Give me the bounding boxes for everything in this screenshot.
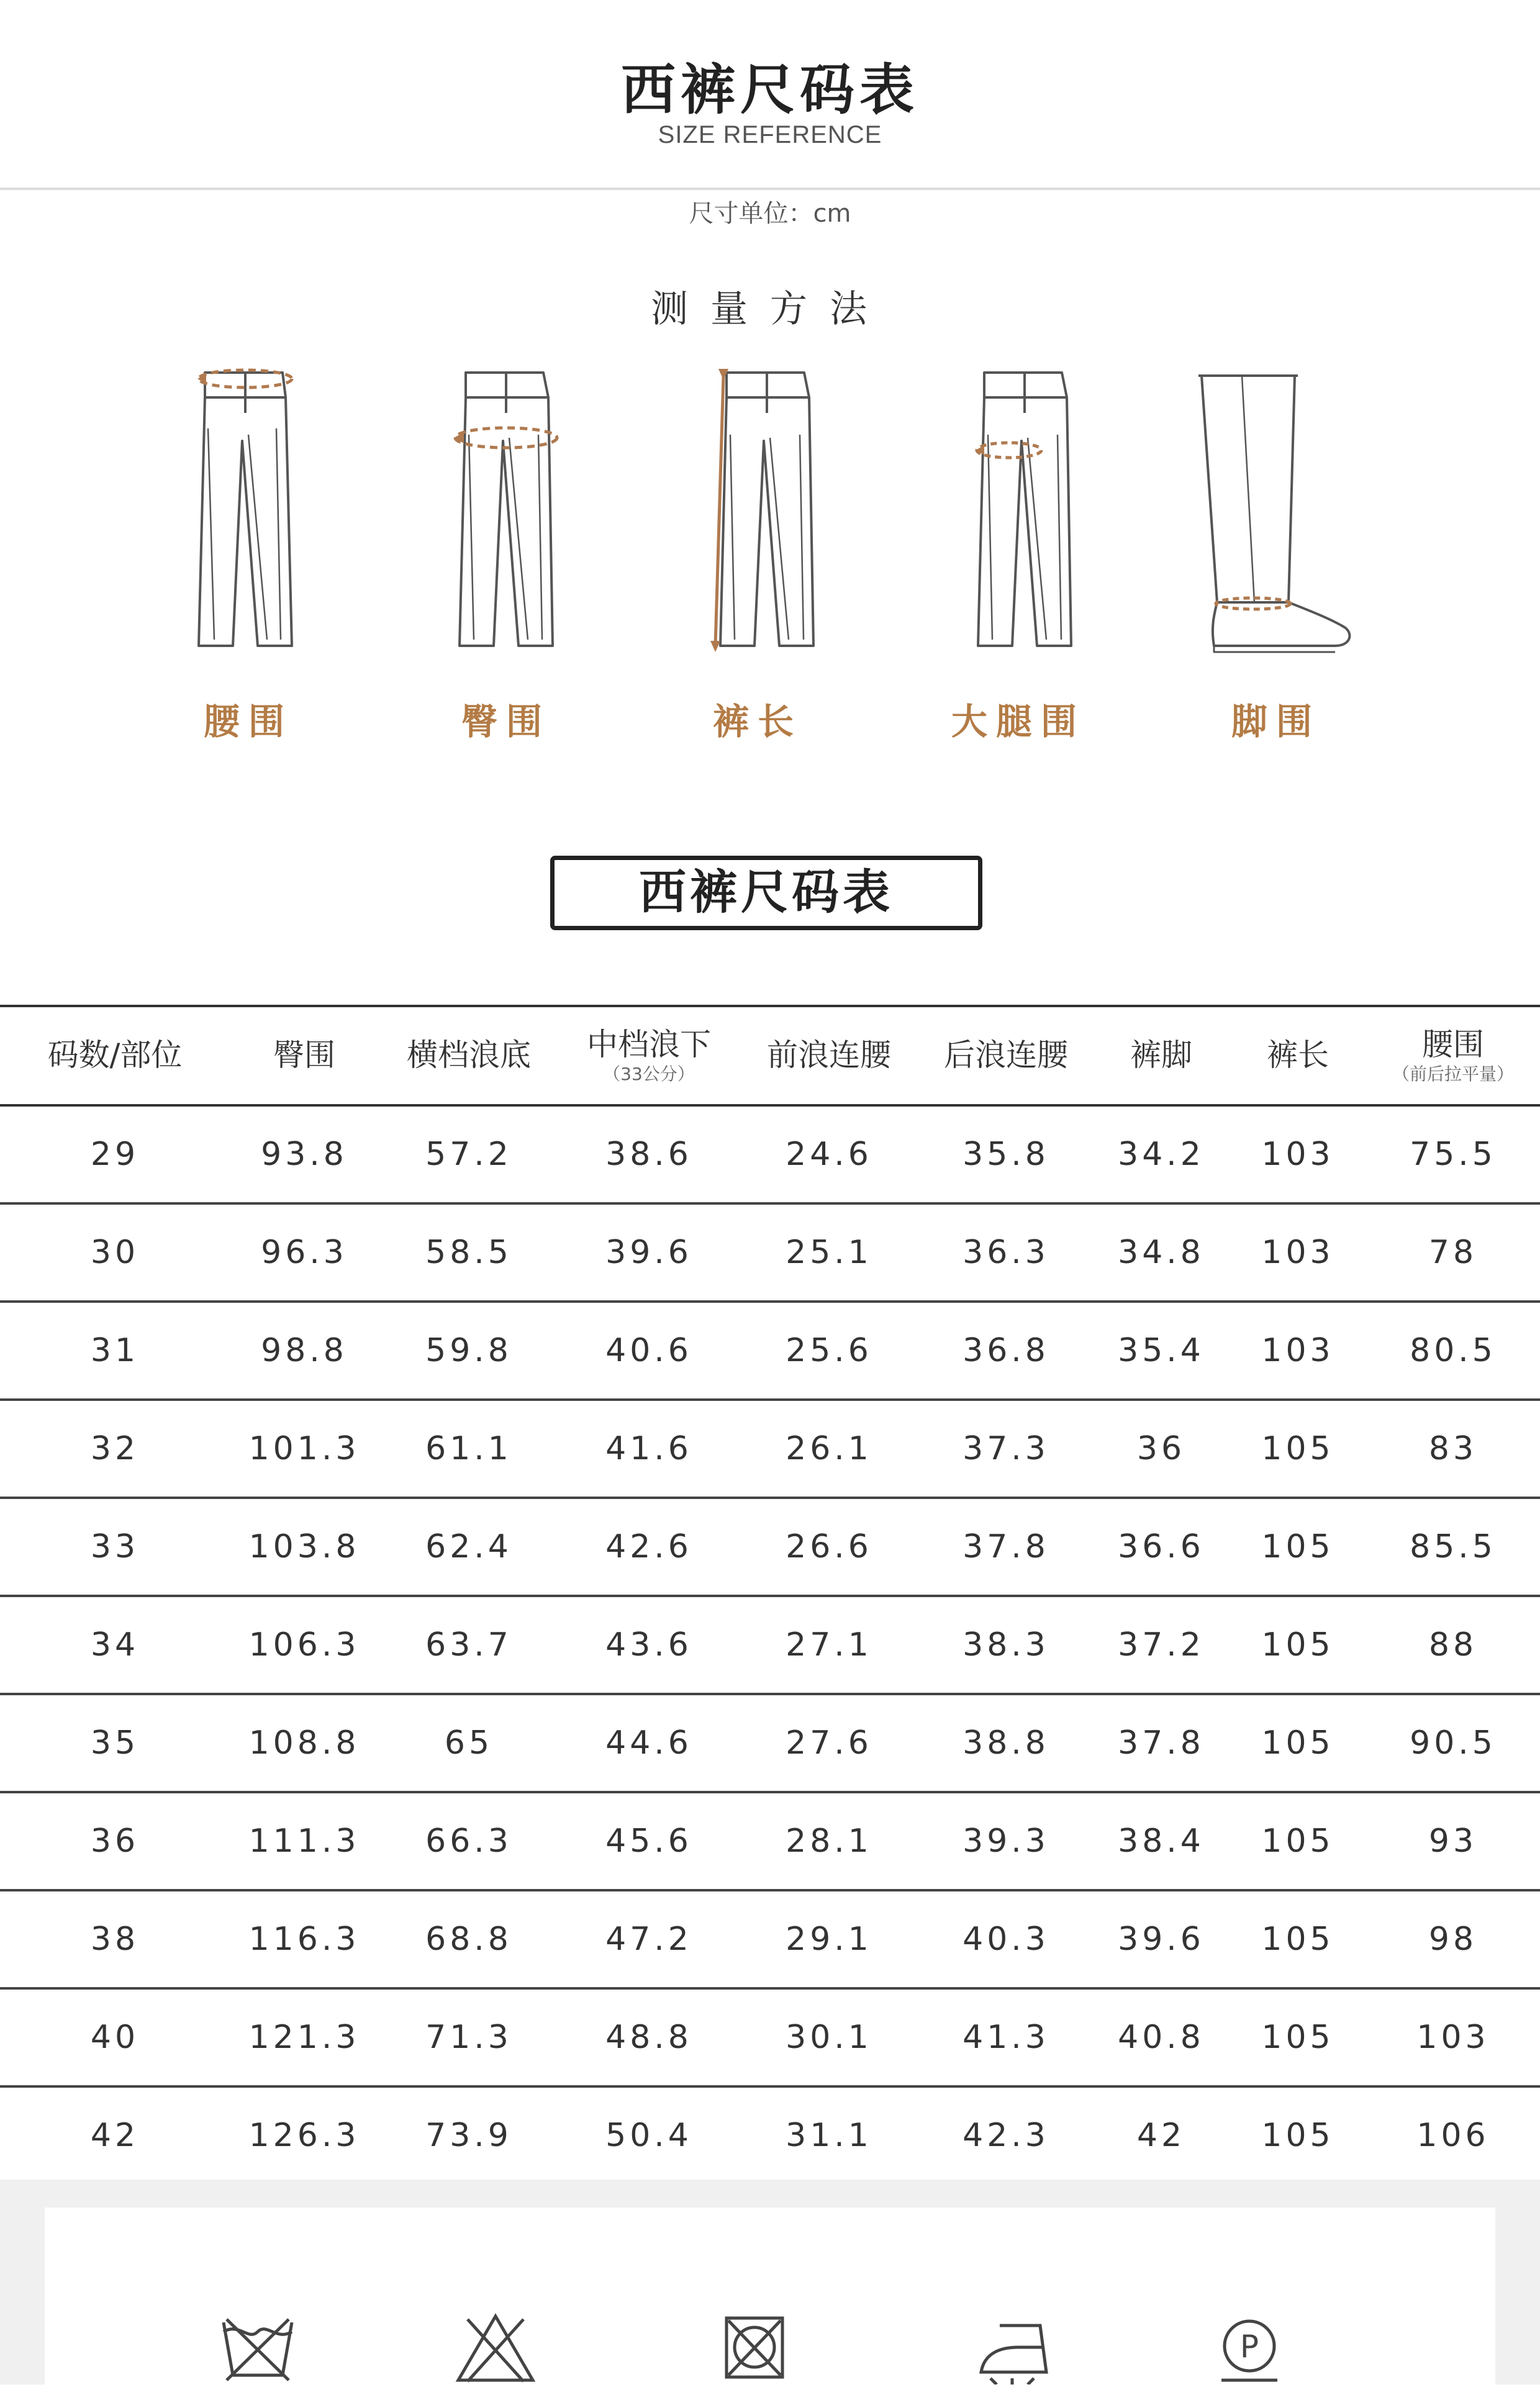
table-row (0, 2086, 1540, 2185)
table-cell: 39.6 (1093, 1890, 1230, 1988)
table-cell: 105 (1230, 1400, 1366, 1498)
table-cell: 38.8 (919, 1694, 1093, 1792)
table-cell: 28.1 (739, 1792, 919, 1890)
table-cell: 39.3 (919, 1792, 1093, 1890)
table-cell: 37.2 (1093, 1596, 1230, 1694)
table-cell: 75.5 (1366, 1105, 1540, 1203)
table-cell: 105 (1230, 2086, 1366, 2185)
professional-clean-p-icon (1206, 2307, 1293, 2385)
table-cell: 61.1 (379, 1400, 559, 1498)
table-cell: 35 (0, 1694, 230, 1792)
header-length: 裤长 (1230, 1006, 1366, 1105)
table-cell: 34.2 (1093, 1105, 1230, 1203)
unit-note: 尺寸单位：cm (689, 199, 851, 228)
table-cell: 101.3 (230, 1400, 379, 1498)
table-cell: 73.9 (379, 2086, 559, 2185)
header-front-rise: 前浪连腰 (739, 1006, 919, 1105)
table-cell: 47.2 (559, 1890, 739, 1988)
table-cell: 29.1 (739, 1890, 919, 1988)
table-row (0, 1498, 1540, 1596)
table-cell: 98 (1366, 1890, 1540, 1988)
table-cell: 24.6 (739, 1105, 919, 1203)
hem-label: 脚围 (1231, 700, 1321, 743)
table-cell: 38 (0, 1890, 230, 1988)
table-cell: 43.6 (559, 1596, 739, 1694)
table-cell: 57.2 (379, 1105, 559, 1203)
no-tumble-dry-icon (711, 2307, 798, 2385)
table-title-box: 西裤尺码表 (550, 856, 982, 930)
table-cell: 45.6 (559, 1792, 739, 1890)
table-cell: 98.8 (230, 1302, 379, 1400)
table-cell: 63.7 (379, 1596, 559, 1694)
table-cell: 33 (0, 1498, 230, 1596)
table-cell: 44.6 (559, 1694, 739, 1792)
table-cell: 62.4 (379, 1498, 559, 1596)
table-cell: 35.4 (1093, 1302, 1230, 1400)
table-row (0, 1988, 1540, 2086)
length-label: 裤长 (712, 700, 802, 743)
table-row (0, 1596, 1540, 1694)
table-cell: 116.3 (230, 1890, 379, 1988)
header-waist-note: （前后拉平量） (1392, 1063, 1514, 1084)
table-cell: 108.8 (230, 1694, 379, 1792)
table-cell: 58.5 (379, 1203, 559, 1302)
waist-label: 腰围 (203, 700, 293, 743)
header-hem: 裤脚 (1093, 1006, 1230, 1105)
header-waist: 腰围 （前后拉平量） (1366, 1006, 1540, 1105)
table-cell: 65 (379, 1694, 559, 1792)
table-row (0, 1792, 1540, 1890)
table-cell: 37.3 (919, 1400, 1093, 1498)
table-cell: 96.3 (230, 1203, 379, 1302)
thigh-label: 大腿围 (951, 700, 1085, 743)
table-cell: 34 (0, 1596, 230, 1694)
table-cell: 105 (1230, 1498, 1366, 1596)
table-cell: 105 (1230, 1890, 1366, 1988)
hip-label: 臀围 (461, 700, 551, 743)
table-cell: 68.8 (379, 1890, 559, 1988)
table-cell: 42 (1093, 2086, 1230, 2185)
table-cell: 103 (1230, 1105, 1366, 1203)
size-table (0, 1005, 1540, 2186)
table-cell: 38.4 (1093, 1792, 1230, 1890)
page-subtitle: SIZE REFERENCE (658, 121, 882, 148)
table-cell: 40.6 (559, 1302, 739, 1400)
table-cell: 36.8 (919, 1302, 1093, 1400)
table-cell: 31.1 (739, 2086, 919, 2185)
table-row (0, 1105, 1540, 1203)
table-cell: 83 (1366, 1400, 1540, 1498)
table-cell: 42.3 (919, 2086, 1093, 2185)
table-cell: 103 (1230, 1302, 1366, 1400)
table-cell: 34.8 (1093, 1203, 1230, 1302)
length-measure-icon (633, 354, 894, 677)
table-header-row (0, 1006, 1540, 1105)
table-cell: 111.3 (230, 1792, 379, 1890)
hem-measure-icon (1149, 354, 1410, 677)
table-cell: 26.1 (739, 1400, 919, 1498)
table-cell: 40 (0, 1988, 230, 2086)
table-cell: 105 (1230, 1988, 1366, 2086)
table-cell: 103 (1230, 1203, 1366, 1302)
table-cell: 36.6 (1093, 1498, 1230, 1596)
header-knee-note: （33公分） (603, 1063, 695, 1084)
table-cell: 37.8 (1093, 1694, 1230, 1792)
table-cell: 50.4 (559, 2086, 739, 2185)
hip-measure-icon (376, 354, 636, 677)
table-cell: 30 (0, 1203, 230, 1302)
table-cell: 25.6 (739, 1302, 919, 1400)
table-cell: 121.3 (230, 1988, 379, 2086)
table-cell: 59.8 (379, 1302, 559, 1400)
table-cell: 36.3 (919, 1203, 1093, 1302)
table-cell: 93.8 (230, 1105, 379, 1203)
table-cell: 103.8 (230, 1498, 379, 1596)
waist-measure-icon (118, 354, 379, 677)
table-cell: 42 (0, 2086, 230, 2185)
table-cell: 39.6 (559, 1203, 739, 1302)
p-symbol: P (1239, 2329, 1259, 2365)
header-divider (0, 188, 1540, 190)
iron-icon (975, 2307, 1062, 2385)
table-cell: 25.1 (739, 1203, 919, 1302)
table-cell: 26.6 (739, 1498, 919, 1596)
table-cell: 36 (1093, 1400, 1230, 1498)
table-cell: 40.3 (919, 1890, 1093, 1988)
table-cell: 40.8 (1093, 1988, 1230, 2086)
table-cell: 41.3 (919, 1988, 1093, 2086)
table-cell: 41.6 (559, 1400, 739, 1498)
table-cell: 66.3 (379, 1792, 559, 1890)
no-wash-icon (214, 2307, 301, 2385)
page-title: 西裤尺码表 (620, 58, 919, 122)
table-cell: 30.1 (739, 1988, 919, 2086)
table-cell: 88 (1366, 1596, 1540, 1694)
table-cell: 126.3 (230, 2086, 379, 2185)
table-cell: 38.6 (559, 1105, 739, 1203)
table-cell: 103 (1366, 1988, 1540, 2086)
table-row (0, 1890, 1540, 1988)
header-size: 码数/部位 (0, 1006, 230, 1105)
table-cell: 80.5 (1366, 1302, 1540, 1400)
table-row (0, 1694, 1540, 1792)
header-knee: 中档浪下 （33公分） (559, 1006, 739, 1105)
header-thigh: 横档浪底 (379, 1006, 559, 1105)
table-cell: 31 (0, 1302, 230, 1400)
table-cell: 48.8 (559, 1988, 739, 2086)
table-cell: 105 (1230, 1792, 1366, 1890)
table-row (0, 1203, 1540, 1302)
table-cell: 78 (1366, 1203, 1540, 1302)
table-cell: 27.1 (739, 1596, 919, 1694)
header-hip: 臀围 (230, 1006, 379, 1105)
table-cell: 42.6 (559, 1498, 739, 1596)
table-cell: 35.8 (919, 1105, 1093, 1203)
no-bleach-icon (452, 2307, 539, 2385)
table-cell: 37.8 (919, 1498, 1093, 1596)
table-cell: 90.5 (1366, 1694, 1540, 1792)
table-cell: 105 (1230, 1596, 1366, 1694)
method-title: 测量方法 (651, 288, 889, 331)
header-back-rise: 后浪连腰 (919, 1006, 1093, 1105)
thigh-measure-icon (891, 354, 1152, 677)
table-cell: 27.6 (739, 1694, 919, 1792)
table-cell: 71.3 (379, 1988, 559, 2086)
table-cell: 29 (0, 1105, 230, 1203)
table-cell: 106 (1366, 2086, 1540, 2185)
table-cell: 105 (1230, 1694, 1366, 1792)
table-cell: 85.5 (1366, 1498, 1540, 1596)
table-cell: 36 (0, 1792, 230, 1890)
table-cell: 106.3 (230, 1596, 379, 1694)
table-cell: 38.3 (919, 1596, 1093, 1694)
table-row (0, 1400, 1540, 1498)
table-cell: 32 (0, 1400, 230, 1498)
table-cell: 93 (1366, 1792, 1540, 1890)
table-row (0, 1302, 1540, 1400)
